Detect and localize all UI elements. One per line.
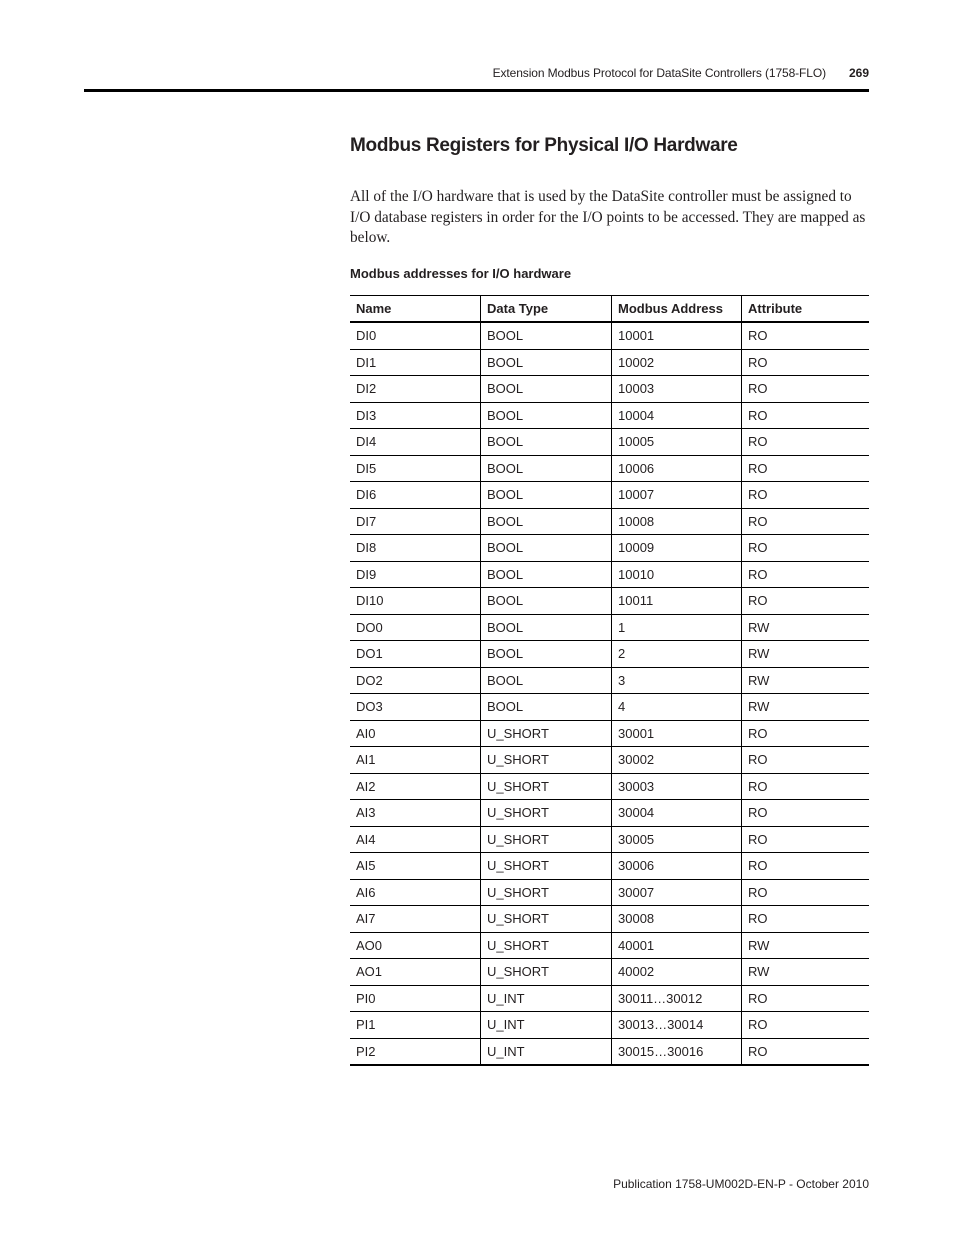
cell-name: DI1 — [350, 349, 481, 376]
cell-attribute: RW — [742, 614, 870, 641]
cell-attribute: RO — [742, 535, 870, 562]
cell-attribute: RO — [742, 508, 870, 535]
cell-attribute: RO — [742, 561, 870, 588]
cell-data-type: BOOL — [481, 641, 612, 668]
cell-modbus-address: 30006 — [612, 853, 742, 880]
table-caption: Modbus addresses for I/O hardware — [350, 266, 572, 281]
cell-name: AI2 — [350, 773, 481, 800]
cell-name: DI9 — [350, 561, 481, 588]
cell-name: AO1 — [350, 959, 481, 986]
cell-name: AI1 — [350, 747, 481, 774]
table-row — [350, 800, 869, 827]
table-row — [350, 349, 869, 376]
table-row — [350, 1012, 869, 1039]
cell-attribute: RO — [742, 853, 870, 880]
table-row — [350, 853, 869, 880]
cell-data-type: BOOL — [481, 614, 612, 641]
cell-modbus-address: 10003 — [612, 376, 742, 403]
cell-name: PI2 — [350, 1038, 481, 1065]
page-header — [84, 66, 869, 90]
table-row — [350, 747, 869, 774]
table-row — [350, 482, 869, 509]
cell-name: DI10 — [350, 588, 481, 615]
cell-data-type: BOOL — [481, 322, 612, 349]
cell-name: DI8 — [350, 535, 481, 562]
cell-data-type: U_SHORT — [481, 720, 612, 747]
cell-data-type: BOOL — [481, 508, 612, 535]
table-row — [350, 402, 869, 429]
cell-attribute: RO — [742, 1012, 870, 1039]
cell-name: AI5 — [350, 853, 481, 880]
cell-attribute: RW — [742, 667, 870, 694]
cell-modbus-address: 30004 — [612, 800, 742, 827]
cell-name: DI4 — [350, 429, 481, 456]
cell-name: DO3 — [350, 694, 481, 721]
cell-name: DO2 — [350, 667, 481, 694]
cell-name: DI2 — [350, 376, 481, 403]
cell-attribute: RO — [742, 800, 870, 827]
column-header-attribute: Attribute — [742, 296, 870, 323]
cell-attribute: RO — [742, 429, 870, 456]
cell-attribute: RO — [742, 402, 870, 429]
cell-name: DI3 — [350, 402, 481, 429]
cell-modbus-address: 10008 — [612, 508, 742, 535]
cell-name: PI0 — [350, 985, 481, 1012]
cell-modbus-address: 30013…30014 — [612, 1012, 742, 1039]
table-row — [350, 906, 869, 933]
column-header-name: Name — [350, 296, 481, 323]
table-row — [350, 561, 869, 588]
cell-data-type: U_SHORT — [481, 932, 612, 959]
cell-data-type: U_INT — [481, 1038, 612, 1065]
table-row — [350, 508, 869, 535]
cell-data-type: U_INT — [481, 1012, 612, 1039]
cell-data-type: BOOL — [481, 455, 612, 482]
cell-data-type: U_SHORT — [481, 747, 612, 774]
cell-attribute: RO — [742, 322, 870, 349]
cell-name: PI1 — [350, 1012, 481, 1039]
cell-name: AI0 — [350, 720, 481, 747]
page-number: 269 — [848, 66, 869, 80]
cell-attribute: RO — [742, 482, 870, 509]
cell-name: DO1 — [350, 641, 481, 668]
cell-modbus-address: 10011 — [612, 588, 742, 615]
cell-modbus-address: 40002 — [612, 959, 742, 986]
table-row — [350, 985, 869, 1012]
cell-data-type: U_SHORT — [481, 773, 612, 800]
table-row — [350, 959, 869, 986]
intro-paragraph: All of the I/O hardware that is used by the DataSite controller must be assigned to I/O database registers in order for the I/O points to be accessed. They are mapped as below. — [350, 188, 866, 246]
table-row — [350, 694, 869, 721]
cell-data-type: BOOL — [481, 667, 612, 694]
cell-data-type: BOOL — [481, 694, 612, 721]
cell-attribute: RW — [742, 641, 870, 668]
table-row — [350, 1038, 869, 1065]
cell-data-type: BOOL — [481, 402, 612, 429]
cell-attribute: RO — [742, 906, 870, 933]
cell-attribute: RO — [742, 376, 870, 403]
cell-attribute: RO — [742, 588, 870, 615]
table-row — [350, 932, 869, 959]
cell-modbus-address: 30011…30012 — [612, 985, 742, 1012]
cell-modbus-address: 30003 — [612, 773, 742, 800]
cell-modbus-address: 30015…30016 — [612, 1038, 742, 1065]
cell-modbus-address: 10010 — [612, 561, 742, 588]
cell-modbus-address: 30005 — [612, 826, 742, 853]
cell-modbus-address: 3 — [612, 667, 742, 694]
cell-data-type: BOOL — [481, 588, 612, 615]
table-row — [350, 429, 869, 456]
cell-name: AI6 — [350, 879, 481, 906]
cell-data-type: BOOL — [481, 482, 612, 509]
cell-modbus-address: 4 — [612, 694, 742, 721]
cell-modbus-address: 10006 — [612, 455, 742, 482]
cell-modbus-address: 30001 — [612, 720, 742, 747]
cell-name: AI4 — [350, 826, 481, 853]
cell-name: AI3 — [350, 800, 481, 827]
cell-modbus-address: 10005 — [612, 429, 742, 456]
cell-attribute: RO — [742, 455, 870, 482]
cell-modbus-address: 10007 — [612, 482, 742, 509]
table-row — [350, 641, 869, 668]
cell-attribute: RW — [742, 694, 870, 721]
cell-name: DI6 — [350, 482, 481, 509]
cell-modbus-address: 10004 — [612, 402, 742, 429]
cell-attribute: RW — [742, 932, 870, 959]
cell-modbus-address: 40001 — [612, 932, 742, 959]
cell-attribute: RO — [742, 773, 870, 800]
cell-modbus-address: 10009 — [612, 535, 742, 562]
header-divider — [84, 89, 869, 92]
io-address-table — [350, 295, 869, 1066]
cell-attribute: RO — [742, 349, 870, 376]
cell-attribute: RO — [742, 879, 870, 906]
column-header-modbus-address: Modbus Address — [612, 296, 742, 323]
section-title: Modbus Registers for Physical I/O Hardware — [350, 135, 738, 156]
table-row — [350, 322, 869, 349]
table-row — [350, 667, 869, 694]
cell-modbus-address: 30007 — [612, 879, 742, 906]
cell-attribute: RO — [742, 720, 870, 747]
cell-data-type: U_SHORT — [481, 879, 612, 906]
table-row — [350, 826, 869, 853]
cell-data-type: BOOL — [481, 561, 612, 588]
cell-name: AO0 — [350, 932, 481, 959]
table-row — [350, 879, 869, 906]
cell-data-type: U_SHORT — [481, 800, 612, 827]
table-row — [350, 376, 869, 403]
table-row — [350, 773, 869, 800]
table-row — [350, 455, 869, 482]
cell-name: AI7 — [350, 906, 481, 933]
cell-modbus-address: 30002 — [612, 747, 742, 774]
table-body — [350, 322, 869, 1065]
cell-data-type: U_SHORT — [481, 959, 612, 986]
running-header-title: Extension Modbus Protocol for DataSite Controllers (1758-FLO) — [492, 66, 826, 80]
cell-attribute: RO — [742, 1038, 870, 1065]
cell-data-type: BOOL — [481, 535, 612, 562]
cell-modbus-address: 10001 — [612, 322, 742, 349]
cell-data-type: BOOL — [481, 429, 612, 456]
cell-modbus-address: 10002 — [612, 349, 742, 376]
column-header-data-type: Data Type — [481, 296, 612, 323]
cell-attribute: RO — [742, 747, 870, 774]
table-row — [350, 614, 869, 641]
cell-attribute: RO — [742, 985, 870, 1012]
cell-data-type: U_SHORT — [481, 853, 612, 880]
publication-footer: Publication 1758-UM002D-EN-P - October 2010 — [613, 1177, 869, 1191]
cell-attribute: RO — [742, 826, 870, 853]
cell-data-type: BOOL — [481, 349, 612, 376]
cell-name: DI5 — [350, 455, 481, 482]
cell-name: DI7 — [350, 508, 481, 535]
table-header-row — [350, 296, 869, 323]
cell-modbus-address: 2 — [612, 641, 742, 668]
cell-data-type: U_SHORT — [481, 826, 612, 853]
cell-modbus-address: 30008 — [612, 906, 742, 933]
cell-name: DO0 — [350, 614, 481, 641]
cell-data-type: BOOL — [481, 376, 612, 403]
table-row — [350, 588, 869, 615]
table-row — [350, 720, 869, 747]
cell-name: DI0 — [350, 322, 481, 349]
table-row — [350, 535, 869, 562]
cell-modbus-address: 1 — [612, 614, 742, 641]
cell-data-type: U_SHORT — [481, 906, 612, 933]
cell-data-type: U_INT — [481, 985, 612, 1012]
cell-attribute: RW — [742, 959, 870, 986]
